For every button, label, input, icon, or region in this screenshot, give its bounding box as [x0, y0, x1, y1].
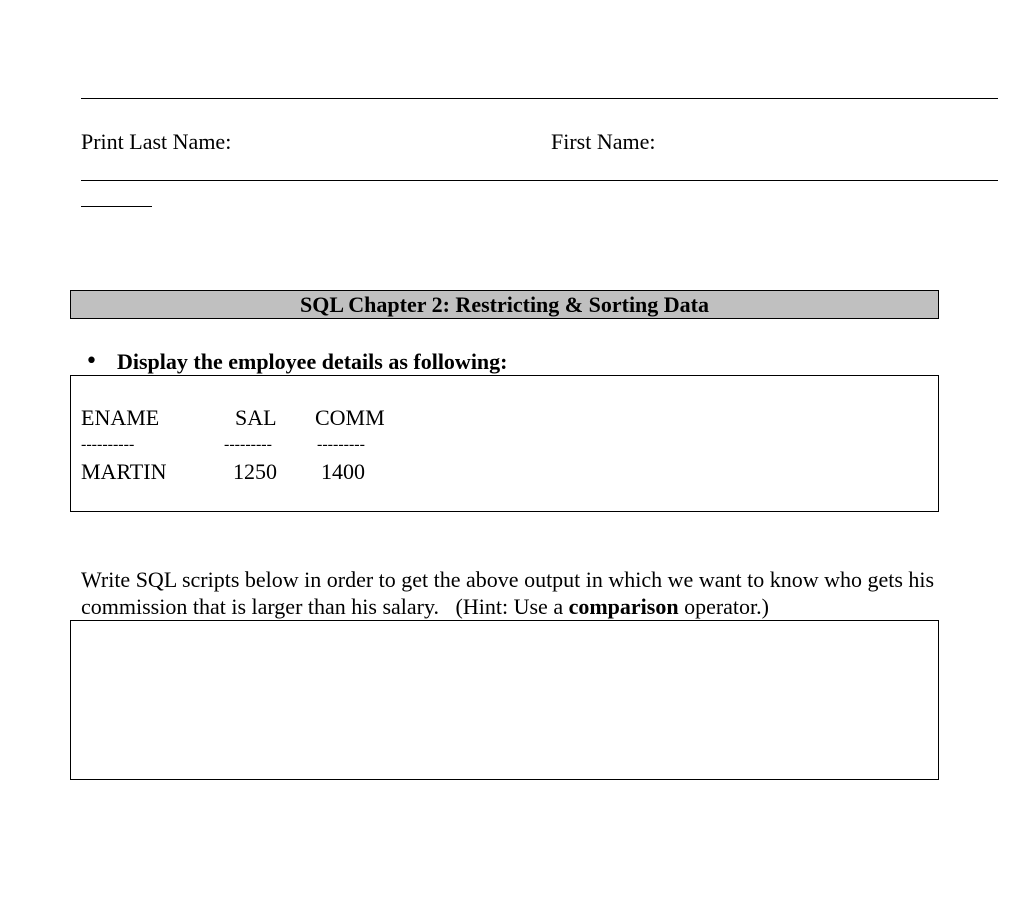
last-name-label: Print Last Name: [81, 129, 232, 154]
separator-ename: ---------- [81, 436, 135, 453]
separator-sal: --------- [224, 436, 272, 453]
output-table-box [70, 375, 939, 512]
instructions-line-1: Write SQL scripts below in order to get the above output in which we want to know who gets his [81, 567, 935, 592]
top-rule [81, 98, 998, 99]
header-ename: ENAME [81, 405, 160, 430]
task-heading: Display the employee details as following: [117, 349, 508, 374]
cell-ename: MARTIN [81, 459, 167, 484]
header-comm: COMM [315, 405, 385, 430]
first-name-label: First Name: [551, 129, 656, 154]
instructions-text-after: operator.) [678, 594, 769, 619]
header-sal: SAL [235, 405, 277, 430]
sql-answer-box[interactable] [70, 620, 939, 780]
chapter-title: SQL Chapter 2: Restricting & Sorting Data [70, 290, 939, 319]
instructions-text-before: commission that is larger than his salary. (Hint: Use a [81, 594, 569, 619]
cell-sal: 1250 [233, 459, 277, 484]
name-rule [81, 180, 998, 181]
name-rule-continuation [81, 206, 152, 207]
bullet-icon: • [85, 349, 98, 374]
instructions-keyword: comparison [568, 594, 679, 619]
cell-comm: 1400 [321, 459, 365, 484]
separator-comm: --------- [317, 436, 365, 453]
instructions-line-2 [81, 594, 769, 620]
